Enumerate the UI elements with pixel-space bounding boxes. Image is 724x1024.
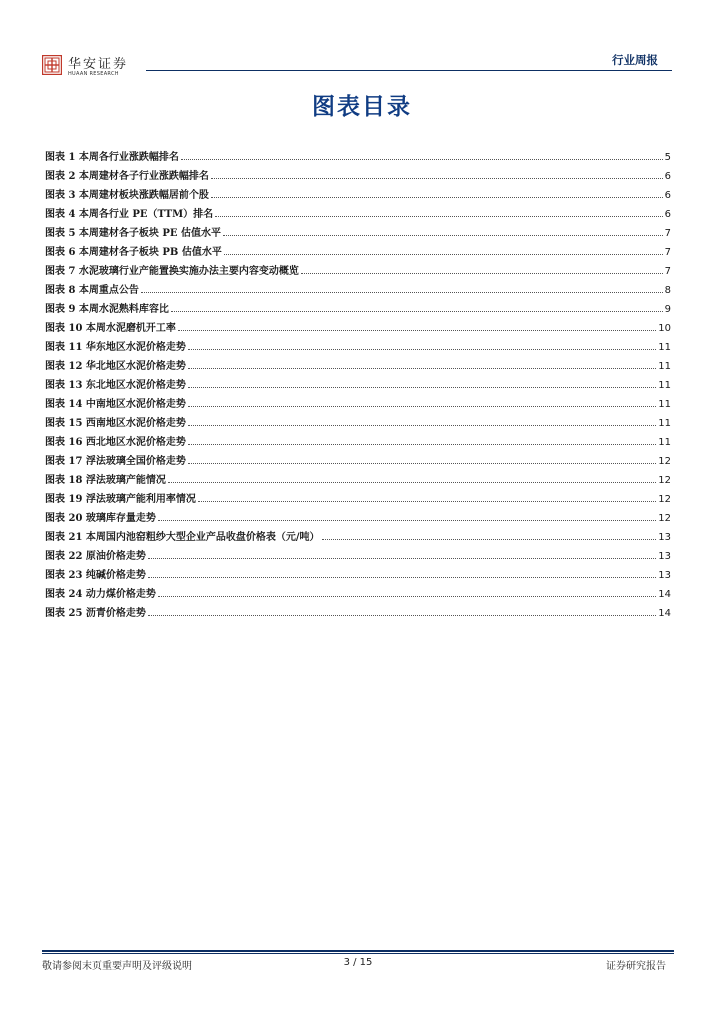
toc-entry-page[interactable]: 13	[658, 570, 671, 581]
toc-entry-label[interactable]: 图表 8 本周重点公告	[45, 285, 139, 296]
toc-entry-label[interactable]: 图表 2 本周建材各子行业涨跌幅排名	[45, 171, 209, 182]
brand-logo	[42, 55, 192, 83]
toc-entry-label[interactable]: 图表 17 浮法玻璃全国价格走势	[45, 456, 186, 467]
toc-leader-dots	[188, 406, 656, 407]
toc-entry-label[interactable]: 图表 10 本周水泥磨机开工率	[45, 323, 176, 334]
toc-leader-dots	[188, 463, 656, 464]
toc-entry-page[interactable]: 11	[658, 437, 671, 448]
toc-entry-label[interactable]: 图表 12 华北地区水泥价格走势	[45, 361, 186, 372]
brand-name-en: HUAAN RESEARCH	[68, 71, 119, 77]
toc-entry-label[interactable]: 图表 9 本周水泥熟料库容比	[45, 304, 169, 315]
toc-entry-page[interactable]: 11	[658, 380, 671, 391]
footer-divider-thick	[42, 950, 674, 952]
toc-entry[interactable]	[45, 486, 671, 505]
toc-entry-label[interactable]: 图表 1 本周各行业涨跌幅排名	[45, 152, 179, 163]
toc-leader-dots	[148, 615, 656, 616]
toc-entry-label[interactable]: 图表 21 本周国内池窑粗纱大型企业产品收盘价格表（元/吨）	[45, 532, 320, 543]
toc-entry-label[interactable]: 图表 25 沥青价格走势	[45, 608, 146, 619]
toc-leader-dots	[141, 292, 663, 293]
toc-entry-page[interactable]: 9	[664, 304, 671, 315]
toc-entry-label[interactable]: 图表 15 西南地区水泥价格走势	[45, 418, 186, 429]
toc-entry-label[interactable]: 图表 13 东北地区水泥价格走势	[45, 380, 186, 391]
toc-leader-dots	[224, 254, 663, 255]
toc-entry-page[interactable]: 11	[658, 361, 671, 372]
toc-leader-dots	[188, 425, 656, 426]
footer-divider-thin	[42, 953, 674, 954]
toc-entry[interactable]	[45, 524, 671, 543]
toc-entry-label[interactable]: 图表 24 动力煤价格走势	[45, 589, 156, 600]
toc-entry[interactable]	[45, 315, 671, 334]
toc-entry-page[interactable]: 6	[664, 209, 671, 220]
huaan-logo-icon	[42, 55, 62, 75]
toc-entry-page[interactable]: 12	[658, 494, 671, 505]
toc-leader-dots	[301, 273, 663, 274]
toc-entry-page[interactable]: 14	[658, 608, 671, 619]
toc-entry-label[interactable]: 图表 11 华东地区水泥价格走势	[45, 342, 186, 353]
toc-leader-dots	[148, 558, 656, 559]
report-type-label: 行业周报	[612, 53, 658, 67]
toc-entry-page[interactable]: 5	[664, 152, 671, 163]
toc-entry-label[interactable]: 图表 22 原油价格走势	[45, 551, 146, 562]
toc-entry[interactable]	[45, 505, 671, 524]
toc-entry[interactable]	[45, 220, 671, 239]
toc-entry-label[interactable]: 图表 5 本周建材各子板块 PE 估值水平	[45, 228, 222, 239]
toc-entry[interactable]	[45, 543, 671, 562]
toc-entry-page[interactable]: 13	[658, 551, 671, 562]
toc-entry[interactable]	[45, 448, 671, 467]
toc-leader-dots	[188, 368, 656, 369]
toc-entry-label[interactable]: 图表 19 浮法玻璃产能利用率情况	[45, 494, 196, 505]
toc-entry-label[interactable]: 图表 3 本周建材板块涨跌幅居前个股	[45, 190, 209, 201]
toc-entry[interactable]	[45, 239, 671, 258]
toc-entry-page[interactable]: 12	[658, 475, 671, 486]
toc-entry[interactable]	[45, 182, 671, 201]
toc-entry-page[interactable]: 6	[664, 190, 671, 201]
toc-entry-page[interactable]: 11	[658, 342, 671, 353]
header-divider	[146, 70, 672, 71]
toc-entry[interactable]	[45, 600, 671, 619]
toc-entry[interactable]	[45, 353, 671, 372]
toc-entry-label[interactable]: 图表 6 本周建材各子板块 PB 估值水平	[45, 247, 222, 258]
toc-entry[interactable]	[45, 562, 671, 581]
toc-entry[interactable]	[45, 410, 671, 429]
toc-entry-page[interactable]: 7	[664, 228, 671, 239]
toc-leader-dots	[215, 216, 662, 217]
toc-entry[interactable]	[45, 581, 671, 600]
toc-leader-dots	[198, 501, 656, 502]
brand-name-cn: 华安证券	[68, 57, 129, 72]
toc-entry-page[interactable]: 12	[658, 456, 671, 467]
toc-entry-label[interactable]: 图表 20 玻璃库存量走势	[45, 513, 156, 524]
toc-leader-dots	[223, 235, 663, 236]
toc-entry[interactable]	[45, 201, 671, 220]
page-header	[42, 52, 672, 82]
toc-entry-page[interactable]: 13	[658, 532, 671, 543]
toc-entry[interactable]	[45, 144, 671, 163]
toc-entry-page[interactable]: 10	[658, 323, 671, 334]
page-footer	[42, 950, 674, 980]
footer-doc-type: 证券研究报告	[606, 961, 666, 972]
toc-entry-label[interactable]: 图表 7 水泥玻璃行业产能置换实施办法主要内容变动概览	[45, 266, 299, 277]
toc-leader-dots	[188, 349, 656, 350]
toc-leader-dots	[158, 596, 656, 597]
footer-disclaimer: 敬请参阅末页重要声明及评级说明	[42, 961, 192, 972]
toc-entry[interactable]	[45, 277, 671, 296]
toc-leader-dots	[188, 387, 656, 388]
toc-entry-label[interactable]: 图表 23 纯碱价格走势	[45, 570, 146, 581]
toc-leader-dots	[188, 444, 656, 445]
toc-entry-page[interactable]: 11	[658, 418, 671, 429]
toc-leader-dots	[171, 311, 663, 312]
toc-leader-dots	[211, 178, 663, 179]
toc-leader-dots	[211, 197, 663, 198]
toc-entry-page[interactable]: 11	[658, 399, 671, 410]
toc-list	[45, 144, 671, 619]
toc-entry-page[interactable]: 14	[658, 589, 671, 600]
toc-leader-dots	[181, 159, 663, 160]
page-number: 3 / 15	[343, 957, 373, 968]
toc-title: 图表目录	[312, 93, 412, 120]
toc-entry-label[interactable]: 图表 4 本周各行业 PE（TTM）排名	[45, 209, 214, 220]
toc-entry[interactable]	[45, 258, 671, 277]
toc-entry-page[interactable]: 7	[664, 266, 671, 277]
toc-leader-dots	[148, 577, 656, 578]
toc-entry[interactable]	[45, 372, 671, 391]
toc-entry[interactable]	[45, 163, 671, 182]
toc-entry-page[interactable]: 12	[658, 513, 671, 524]
toc-entry-label[interactable]: 图表 18 浮法玻璃产能情况	[45, 475, 166, 486]
toc-entry-page[interactable]: 8	[664, 285, 671, 296]
toc-entry-page[interactable]: 7	[664, 247, 671, 258]
toc-entry[interactable]	[45, 391, 671, 410]
toc-leader-dots	[168, 482, 656, 483]
toc-entry[interactable]	[45, 429, 671, 448]
toc-leader-dots	[158, 520, 656, 521]
toc-leader-dots	[322, 539, 657, 540]
toc-entry[interactable]	[45, 296, 671, 315]
toc-entry-page[interactable]: 6	[664, 171, 671, 182]
toc-entry-label[interactable]: 图表 14 中南地区水泥价格走势	[45, 399, 186, 410]
toc-entry-label[interactable]: 图表 16 西北地区水泥价格走势	[45, 437, 186, 448]
toc-entry[interactable]	[45, 334, 671, 353]
toc-entry[interactable]	[45, 467, 671, 486]
toc-leader-dots	[178, 330, 656, 331]
